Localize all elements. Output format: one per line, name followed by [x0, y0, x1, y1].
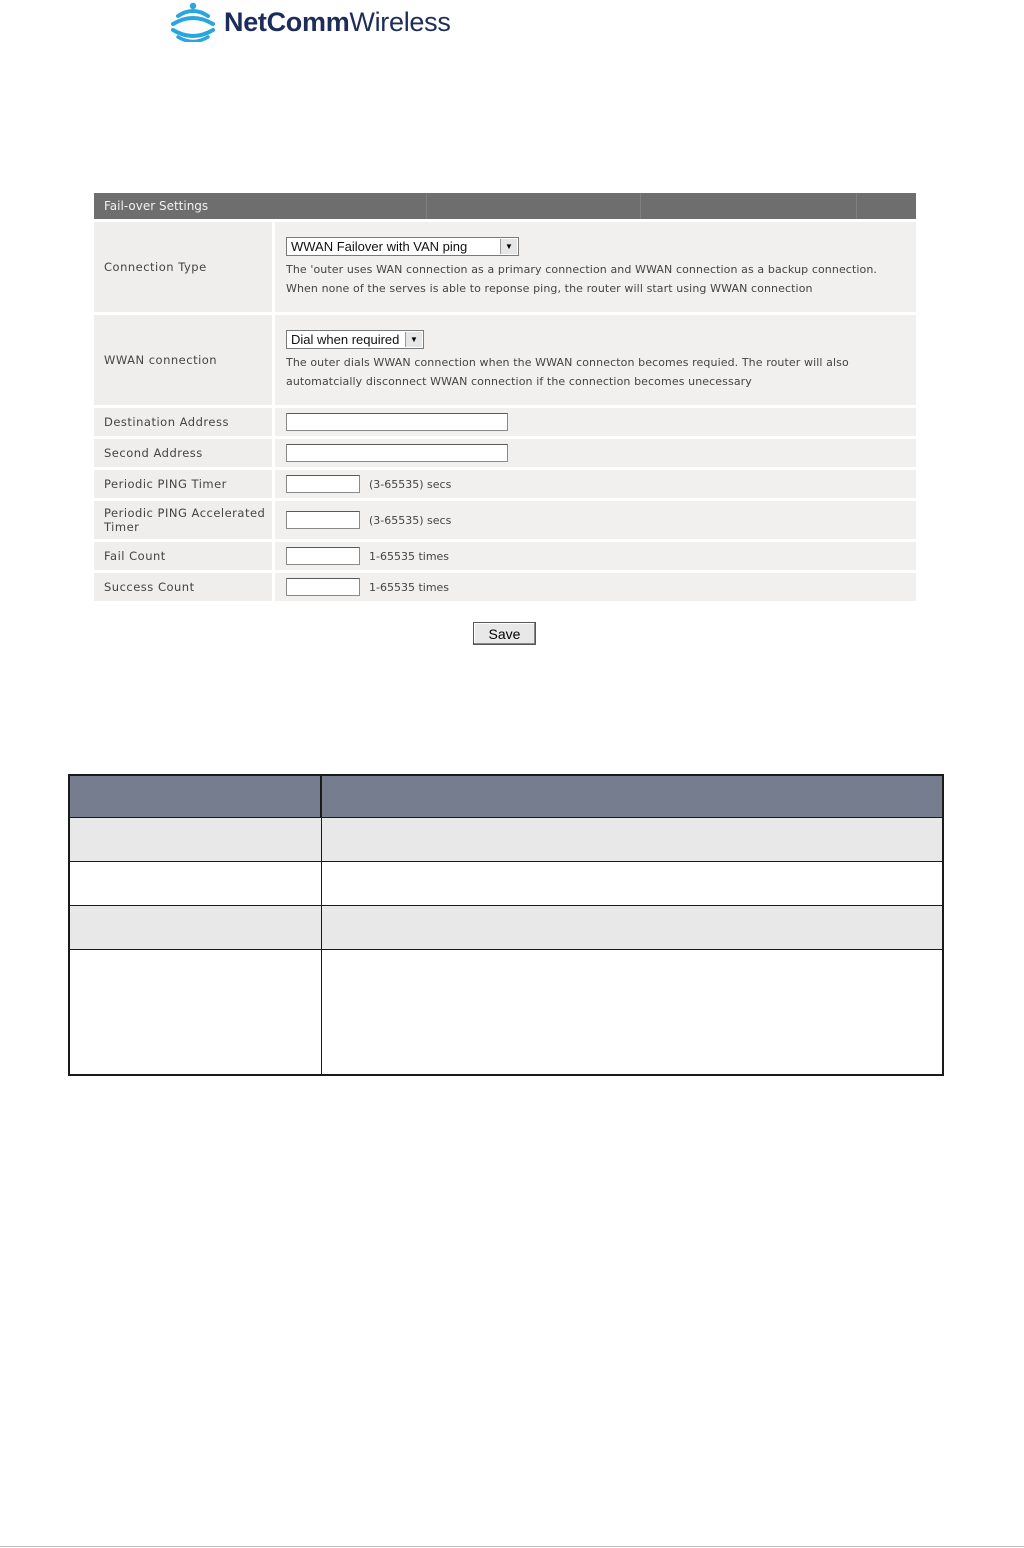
- netcomm-logo: [170, 2, 451, 42]
- settings-description-table: [68, 774, 944, 1076]
- wwan-connection-desc-line2: automatcially disconnect WWAN connection if the connection becomes unecessary: [286, 374, 752, 388]
- success-count-input[interactable]: [286, 578, 360, 596]
- table-cell: [70, 862, 322, 905]
- periodic-ping-accelerated-timer-label: Periodic PING Accelerated Timer: [94, 501, 275, 539]
- table-header-cell: [70, 776, 322, 817]
- periodic-ping-accelerated-timer-group: [286, 511, 916, 529]
- connection-type-label: Connection Type: [94, 222, 275, 312]
- fail-count-unit: 1-65535 times: [369, 549, 450, 563]
- header-divider: [426, 193, 427, 219]
- fail-count-group: [286, 547, 916, 565]
- connection-type-desc-line1: The 'outer uses WAN connection as a primary connection and WWAN connection as a backup connection.: [286, 262, 878, 276]
- row-fail-count: [94, 539, 916, 570]
- second-address-input[interactable]: [286, 444, 508, 462]
- table-row: [70, 949, 942, 1074]
- table-row: [70, 861, 942, 905]
- brand-name-bold: NetComm: [224, 6, 350, 37]
- periodic-ping-timer-group: [286, 475, 916, 493]
- header-divider: [640, 193, 641, 219]
- fail-count-value: [275, 542, 916, 570]
- connection-type-select[interactable]: [286, 237, 519, 256]
- row-periodic-ping-accelerated-timer: [94, 498, 916, 539]
- periodic-ping-accelerated-timer-input[interactable]: [286, 511, 360, 529]
- footer-divider: [0, 1546, 1024, 1547]
- second-address-value: [275, 439, 916, 467]
- periodic-ping-accelerated-timer-unit: (3-65535) secs: [369, 513, 452, 527]
- table-cell: [322, 818, 942, 861]
- table-cell: [70, 906, 322, 949]
- row-destination-address: [94, 405, 916, 436]
- connection-type-selected: WWAN Failover with VAN ping: [291, 238, 468, 254]
- periodic-ping-timer-input[interactable]: [286, 475, 360, 493]
- connection-type-description: [286, 260, 916, 298]
- wwan-connection-value: [275, 315, 916, 405]
- chevron-down-icon[interactable]: ▼: [405, 332, 422, 347]
- destination-address-value: [275, 408, 916, 436]
- row-periodic-ping-timer: [94, 467, 916, 498]
- chevron-down-icon[interactable]: ▼: [500, 239, 517, 254]
- wwan-connection-select[interactable]: [286, 330, 424, 349]
- periodic-ping-timer-unit: (3-65535) secs: [369, 477, 452, 491]
- table-cell: [70, 950, 322, 1074]
- fail-count-input[interactable]: [286, 547, 360, 565]
- wwan-connection-description: [286, 353, 916, 391]
- table-row: [70, 905, 942, 949]
- table-header-row: [70, 776, 942, 817]
- table-cell: [322, 906, 942, 949]
- table-cell: [70, 818, 322, 861]
- success-count-value: [275, 573, 916, 601]
- save-button-wrap: [473, 622, 536, 645]
- second-address-label: Second Address: [94, 439, 275, 467]
- success-count-label: Success Count: [94, 573, 275, 601]
- connection-type-desc-line2: When none of the serves is able to reponse ping, the router will start using WWAN connection: [286, 281, 813, 295]
- wwan-connection-desc-line1: The outer dials WWAN connection when the WWAN connecton becomes requied. The router will also: [286, 355, 849, 369]
- brand-name-regular: Wireless: [349, 6, 451, 37]
- periodic-ping-timer-value: [275, 470, 916, 498]
- header-divider: [856, 193, 857, 219]
- wwan-connection-label: WWAN connection: [94, 315, 275, 405]
- failover-settings-panel: [94, 193, 916, 601]
- periodic-ping-timer-label: Periodic PING Timer: [94, 470, 275, 498]
- row-connection-type: [94, 219, 916, 312]
- wwan-connection-selected: Dial when required: [291, 331, 400, 347]
- row-success-count: [94, 570, 916, 601]
- panel-title: Fail-over Settings: [104, 199, 209, 213]
- table-cell: [322, 950, 942, 1074]
- row-wwan-connection: [94, 312, 916, 405]
- table-cell: [322, 862, 942, 905]
- panel-header: [94, 193, 916, 219]
- table-header-cell: [322, 776, 942, 817]
- connection-type-value: [275, 222, 916, 312]
- wifi-logo-icon: [170, 2, 216, 42]
- periodic-ping-accelerated-timer-value: [275, 501, 916, 539]
- success-count-group: [286, 578, 916, 596]
- brand-name: [224, 7, 451, 38]
- destination-address-label: Destination Address: [94, 408, 275, 436]
- destination-address-input[interactable]: [286, 413, 508, 431]
- success-count-unit: 1-65535 times: [369, 580, 450, 594]
- fail-count-label: Fail Count: [94, 542, 275, 570]
- row-second-address: [94, 436, 916, 467]
- table-row: [70, 817, 942, 861]
- save-button[interactable]: Save: [473, 622, 536, 645]
